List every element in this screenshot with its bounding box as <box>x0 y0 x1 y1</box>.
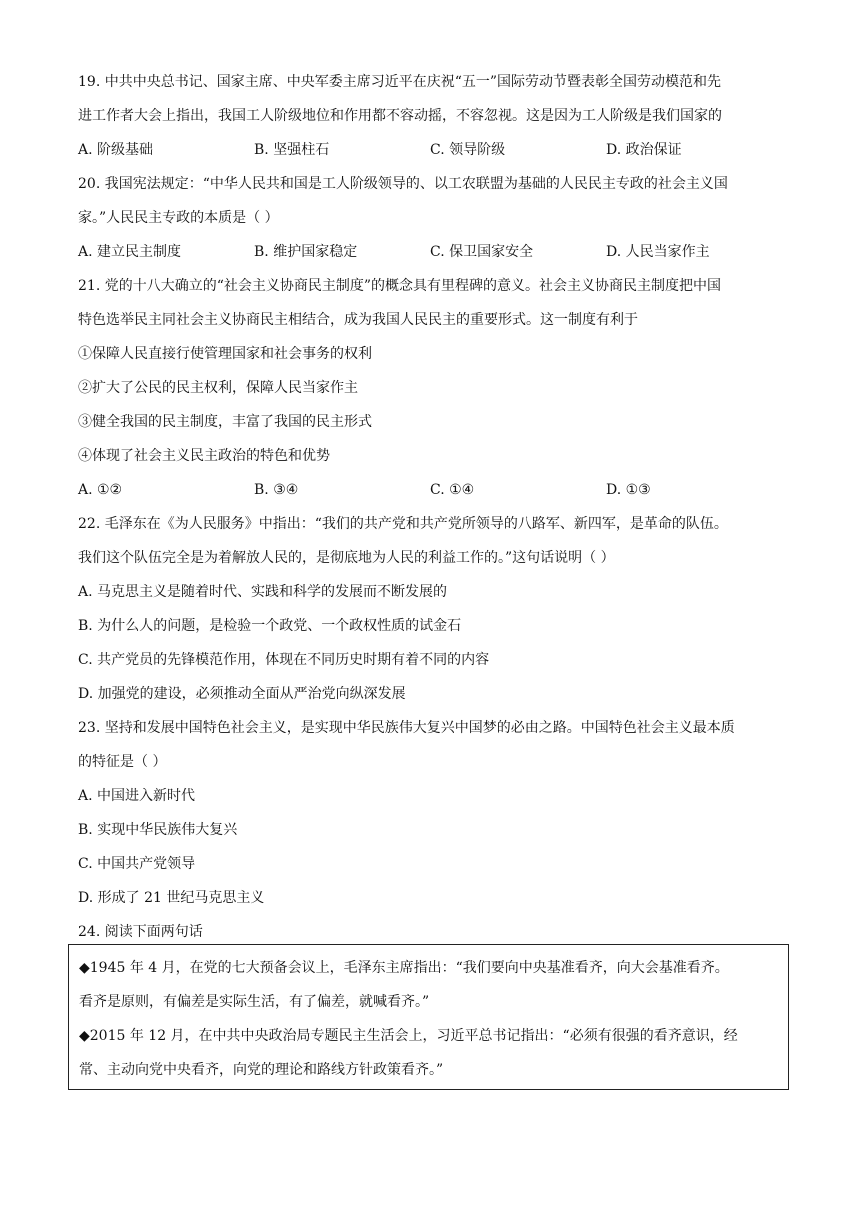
q22-option-d[interactable]: D. 加强党的建设，必须推动全面从严治党向纵深发展 <box>78 686 406 702</box>
q23-option-a[interactable]: A. 中国进入新时代 <box>78 788 196 804</box>
q23-stem-line-1: 23. 坚持和发展中国特色社会主义，是实现中华民族伟大复兴中国梦的必由之路。中国特色社会主义最本质 <box>78 720 735 736</box>
q20-option-c[interactable]: C. 保卫国家安全 <box>430 244 534 260</box>
q24-material-line-3: ◆2015 年 12 月，在中共中央政治局专题民主生活会上，习近平总书记指出：“必须有很强的看齐意识，经 <box>79 1028 738 1044</box>
q19-option-d[interactable]: D. 政治保证 <box>606 142 682 158</box>
q22-option-b[interactable]: B. 为什么人的问题，是检验一个政党、一个政权性质的试金石 <box>78 618 462 634</box>
q24-material-line-4: 常、主动向党中央看齐，向党的理论和路线方针政策看齐。” <box>79 1062 444 1078</box>
q19-stem-line-2: 进工作者大会上指出，我国工人阶级地位和作用都不容动摇，不容忽视。这是因为工人阶级是我们国家的 <box>78 108 722 124</box>
q21-option-a[interactable]: A. ①② <box>78 482 123 498</box>
q22-option-c[interactable]: C. 共产党员的先锋模范作用，体现在不同历史时期有着不同的内容 <box>78 652 490 668</box>
q19-stem-line-1: 19. 中共中央总书记、国家主席、中央军委主席习近平在庆祝“五一”国际劳动节暨表彰全国劳动模范和先 <box>78 74 722 90</box>
q21-option-b[interactable]: B. ③④ <box>254 482 299 498</box>
q21-stem-line-1: 21. 党的十八大确立的“社会主义协商民主制度”的概念具有里程碑的意义。社会主义协商民主制度把中国 <box>78 278 722 294</box>
q24-material-box <box>68 944 789 1090</box>
q20-stem-line-2: 家。”人民民主专政的本质是（ ） <box>78 210 279 226</box>
q20-option-a[interactable]: A. 建立民主制度 <box>78 244 182 260</box>
q24-stem: 24. 阅读下面两句话 <box>78 924 203 940</box>
q19-option-b[interactable]: B. 坚强柱石 <box>254 142 330 158</box>
q22-option-a[interactable]: A. 马克思主义是随着时代、实践和科学的发展而不断发展的 <box>78 584 448 600</box>
q22-stem-line-1: 22. 毛泽东在《为人民服务》中指出：“我们的共产党和共产党所领导的八路军、新四军，是革命的队伍。 <box>78 516 728 532</box>
q19-option-c[interactable]: C. 领导阶级 <box>430 142 506 158</box>
q24-material-line-2: 看齐是原则，有偏差是实际生活，有了偏差，就喊看齐。” <box>79 994 430 1010</box>
q23-option-b[interactable]: B. 实现中华民族伟大复兴 <box>78 822 238 838</box>
q21-statement-1: ①保障人民直接行使管理国家和社会事务的权利 <box>78 346 372 362</box>
q21-statement-4: ④体现了社会主义民主政治的特色和优势 <box>78 448 330 464</box>
q21-statement-3: ③健全我国的民主制度，丰富了我国的民主形式 <box>78 414 372 430</box>
q21-statement-2: ②扩大了公民的民主权利，保障人民当家作主 <box>78 380 358 396</box>
q24-material-line-1: ◆1945 年 4 月，在党的七大预备会议上，毛泽东主席指出：“我们要向中央基准看齐，向大会基准看齐。 <box>79 960 729 976</box>
q21-stem-line-2: 特色选举民主同社会主义协商民主相结合，成为我国人民民主的重要形式。这一制度有利于 <box>78 312 638 328</box>
q22-stem-line-2: 我们这个队伍完全是为着解放人民的，是彻底地为人民的利益工作的。”这句话说明（ ） <box>78 550 615 566</box>
q23-option-c[interactable]: C. 中国共产党领导 <box>78 856 196 872</box>
q21-option-c[interactable]: C. ①④ <box>430 482 475 498</box>
q21-option-d[interactable]: D. ①③ <box>606 482 651 498</box>
q19-option-a[interactable]: A. 阶级基础 <box>78 142 154 158</box>
q20-option-d[interactable]: D. 人民当家作主 <box>606 244 710 260</box>
q23-option-d[interactable]: D. 形成了 21 世纪马克思主义 <box>78 890 265 906</box>
q20-stem-line-1: 20. 我国宪法规定：“中华人民共和国是工人阶级领导的、以工农联盟为基础的人民民主专政的社会主义国 <box>78 176 728 192</box>
q20-option-b[interactable]: B. 维护国家稳定 <box>254 244 358 260</box>
q23-stem-line-2: 的特征是（ ） <box>78 754 167 770</box>
